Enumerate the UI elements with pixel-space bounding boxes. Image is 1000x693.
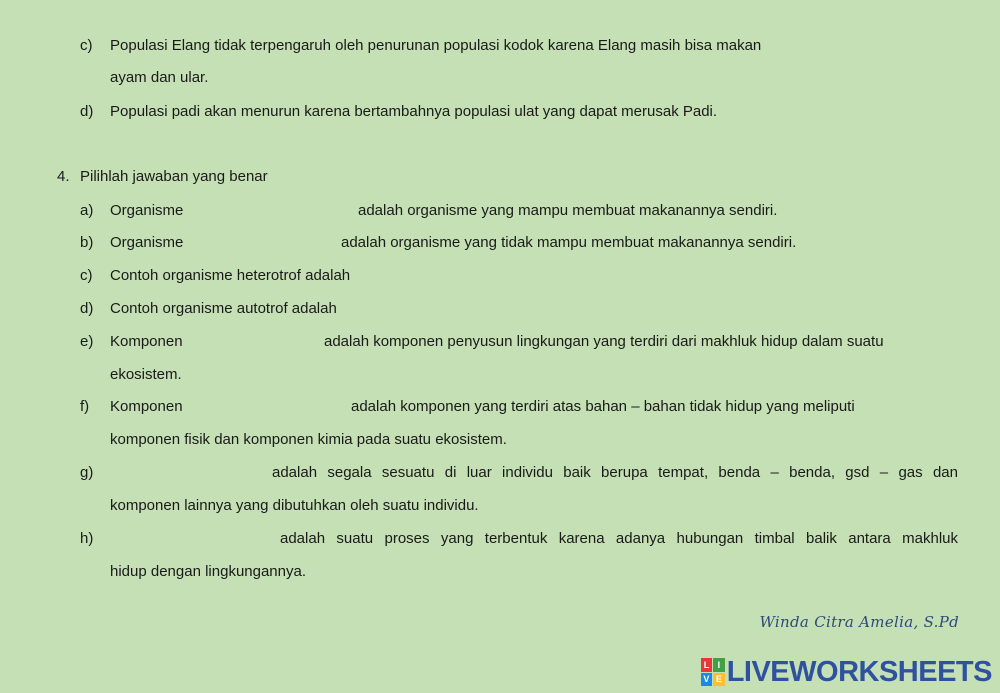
q4-g-text-after: adalah segala sesuatu di luar individu baik berupa tempat, benda – benda, gsd – gas dan [272,464,958,481]
item-d-label: d) [80,103,94,120]
q4-b-text-before: Organisme [110,234,184,251]
badge-letter-e: E [713,673,725,687]
q4-g-label: g) [80,464,94,481]
question-4-prompt: Pilihlah jawaban yang benar [80,168,268,185]
q4-e-label: e) [80,333,94,350]
q4-a-text-before: Organisme [110,202,184,219]
question-4-number: 4. [57,168,70,185]
q4-d-answer-blank[interactable] [369,297,569,321]
q4-f-text-before: Komponen [110,398,183,415]
q4-h-text-after: adalah suatu proses yang terbentuk karena adanya hubungan timbal balik antara makhluk [280,530,958,547]
brand-name: LIVEWORKSHEETS [726,655,992,688]
q4-b-answer-blank[interactable] [195,231,336,255]
q4-e-text-after: adalah komponen penyusun lingkungan yang terdiri dari makhluk hidup dalam suatu [324,333,884,350]
q4-b-label: b) [80,234,94,251]
item-c-text-line1: Populasi Elang tidak terpengaruh oleh penurunan populasi kodok karena Elang masih bisa makan [110,37,762,54]
q4-h-answer-blank[interactable] [110,527,273,551]
q4-f-answer-blank[interactable] [195,395,345,419]
q4-a-answer-blank[interactable] [195,199,353,223]
q4-f-text-line2: komponen fisik dan komponen kimia pada suatu ekosistem. [110,431,507,448]
badge-letter-l: L [701,658,713,672]
q4-g-text-line2: komponen lainnya yang dibutuhkan oleh suatu individu. [110,497,479,514]
q4-e-text-before: Komponen [110,333,183,350]
q4-c-answer-blank[interactable] [385,264,585,288]
badge-letter-i: I [713,658,725,672]
q4-e-text-line2: ekosistem. [110,366,182,383]
liveworksheets-logo [701,654,992,690]
item-c-label: c) [80,37,93,54]
q4-c-text: Contoh organisme heterotrof adalah [110,267,351,284]
q4-d-text: Contoh organisme autotrof adalah [110,300,337,317]
q4-g-answer-blank[interactable] [110,461,265,485]
q4-e-answer-blank[interactable] [195,330,319,354]
live-badge-icon [701,658,725,686]
q4-f-text-after: adalah komponen yang terdiri atas bahan – bahan tidak hidup yang meliputi [351,398,855,415]
badge-letter-v: V [701,673,713,687]
q4-f-label: f) [80,398,90,415]
q4-h-text-line2: hidup dengan lingkungannya. [110,563,307,580]
q4-a-text-after: adalah organisme yang mampu membuat makanannya sendiri. [358,202,778,219]
item-c-text-line2: ayam dan ular. [110,69,209,86]
q4-c-label: c) [80,267,93,284]
q4-d-label: d) [80,300,94,317]
q4-b-text-after: adalah organisme yang tidak mampu membuat makanannya sendiri. [341,234,797,251]
q4-h-label: h) [80,530,94,547]
author-signature: Winda Citra Amelia, S.Pd [759,613,959,631]
q4-a-label: a) [80,202,94,219]
item-d-text: Populasi padi akan menurun karena bertambahnya populasi ulat yang dapat merusak Padi. [110,103,718,120]
